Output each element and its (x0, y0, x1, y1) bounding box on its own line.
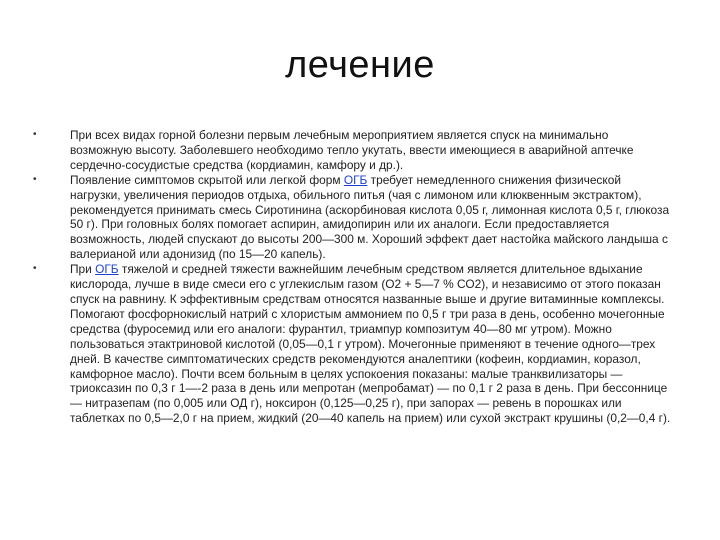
list-item-light-form (33, 173, 673, 262)
bullet-dot: • (33, 129, 37, 140)
item-text-before: Появление симптомов скрытой или легкой форм (70, 172, 344, 187)
list-item-spusk (33, 128, 673, 173)
list-item-severe-form (33, 262, 673, 426)
bullet-list (33, 128, 673, 426)
bullet-dot: • (33, 173, 37, 185)
item-text-after: требует немедленного снижения физической нагрузки, увеличения периодов отдыха, обильного питья (чая с лимоном или клюквенным экстрактом), рекомендуется принимать смесь Сиротинина (аскорбиновая кислота 0,05 г, лимонная кислота 0,5 г, глюкоза 50 г). При головных болях помогает аспирин, амидопирин или их аналоги. Если предоставляется возможность, людей спускают до высоты 200—300 м. Хороший эффект дает настойка майского ландыша с валерианой или адонизид (по 15—20 капель). (70, 172, 670, 262)
item-text: При всех видах горной болезни первым лечебным мероприятием является спуск на минимально возможную высоту. Заболевшего необходимо тепло укутать, ввести имеющиеся в аварийной аптечке сердечно-сосудистые средства (кордиамин, камфору и др.). (70, 128, 634, 172)
ogb-link[interactable]: ОГБ (343, 172, 368, 187)
bullet-dot: • (33, 263, 37, 275)
slide-title: лечение (285, 44, 435, 86)
ogb-link[interactable]: ОГБ (95, 262, 119, 277)
item-text-after: тяжелой и средней тяжести важнейшим лечебным средством является длительное вдыхание кислорода, лучше в виде смеси его с углекислым газом (О2 + 5—7 % СО2), и независимо от этого показан спуск на равнину. К эффективным средствам относятся названные выше и другие витаминные комплексы. Помогают фосфорнокислый натрий с хлористым аммонием по 0,5 г три раза в день, особенно мочегонные средства (фуросемид или его аналоги: фурантил, триампур композитум 40—80 мг утром). Можно пользоваться этактриновой кислотой (0,05—0,1 г утром). Мочегонные применяют в течение одного—трех дней. В качестве симптоматических средств рекомендуются аналептики (кофеин, кордиамин, коразол, камфорное масло). Почти всем больным в целях успокоения показаны: малые транквилизаторы — триоксазин по 0,3 г 1—-2 раза в день или мепротан (мепробамат) — по 0,1 г 2 раза в день. При бессоннице — нитразепам (по 0,005 или ОД г), ноксирон (0,125—0,25 г), при запорах — ревень в порошках или таблетках по 0,5—2,0 г на прием, жидкий (20—40 капель на прием) или сухой экстракт крушины (0,2—0,4 г). (70, 262, 671, 426)
item-text-before: При (70, 262, 96, 277)
